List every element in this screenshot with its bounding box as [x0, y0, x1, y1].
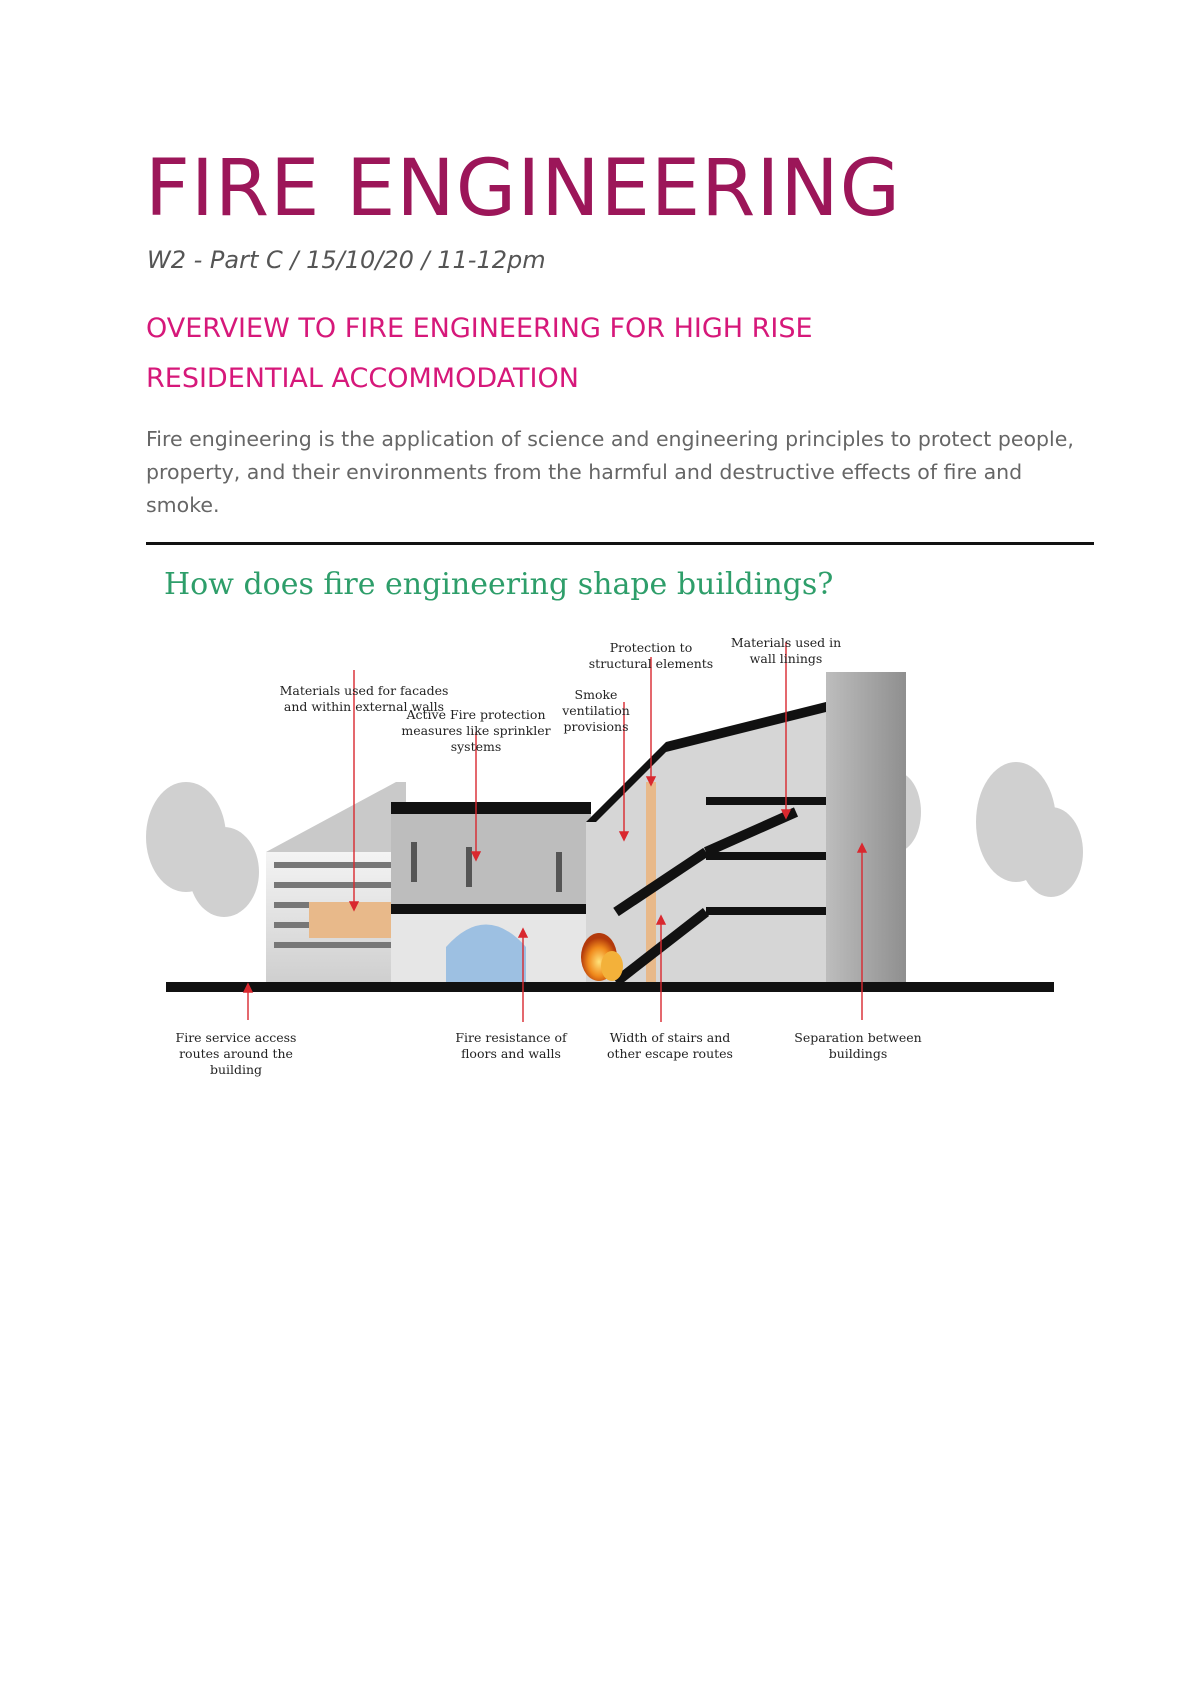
- label-smoke-2: ventilation: [562, 703, 630, 718]
- label-smoke-1: Smoke: [574, 687, 618, 702]
- label-stairs-1: Width of stairs and: [609, 1030, 731, 1045]
- label-linings-1: Materials used in: [730, 635, 842, 650]
- label-active-3: systems: [450, 739, 502, 754]
- figure-title: How does fire engineering shape buildings?: [164, 567, 834, 602]
- label-stairs-2: other escape routes: [607, 1046, 733, 1061]
- label-active-1: Active Fire protection: [406, 707, 546, 722]
- building-section-figure: [146, 552, 1094, 1112]
- label-access-2: routes around the: [179, 1046, 293, 1061]
- left-building-block: [266, 782, 406, 982]
- right-building-block: [586, 702, 826, 982]
- building-section-diagram: [146, 552, 1094, 1112]
- label-structural-1: Protection to: [609, 640, 693, 655]
- document-title: FIRE ENGINEERING: [145, 144, 902, 234]
- label-active-2: measures like sprinkler: [401, 723, 551, 738]
- section-heading-line-1: OVERVIEW TO FIRE ENGINEERING FOR HIGH RISE: [146, 313, 813, 344]
- middle-building-block: [391, 802, 591, 982]
- section-heading-line-2: RESIDENTIAL ACCOMMODATION: [146, 363, 579, 394]
- label-structural-2: structural elements: [588, 656, 714, 671]
- ground-slab: [166, 982, 1054, 992]
- section-heading: [146, 304, 1046, 404]
- label-separation-1: Separation between: [794, 1030, 922, 1045]
- document-subtitle: W2 - Part C / 15/10/20 / 11-12pm: [147, 246, 546, 274]
- label-resistance-2: floors and walls: [461, 1046, 561, 1061]
- label-resistance-1: Fire resistance of: [455, 1030, 567, 1045]
- label-facades-1: Materials used for facades: [279, 683, 449, 698]
- label-separation-2: buildings: [828, 1046, 888, 1061]
- label-access-1: Fire service access: [175, 1030, 297, 1045]
- label-linings-2: wall linings: [749, 651, 823, 666]
- horizontal-divider: [146, 542, 1094, 545]
- tower-block: [826, 672, 906, 982]
- body-paragraph: Fire engineering is the application of science and engineering principles to protect people, property, and their environments from the harmful and destructive effects of fire and smoke.: [146, 427, 1074, 517]
- label-facades-2: and within external walls: [283, 699, 445, 714]
- label-smoke-3: provisions: [563, 719, 629, 734]
- label-access-3: building: [209, 1062, 263, 1077]
